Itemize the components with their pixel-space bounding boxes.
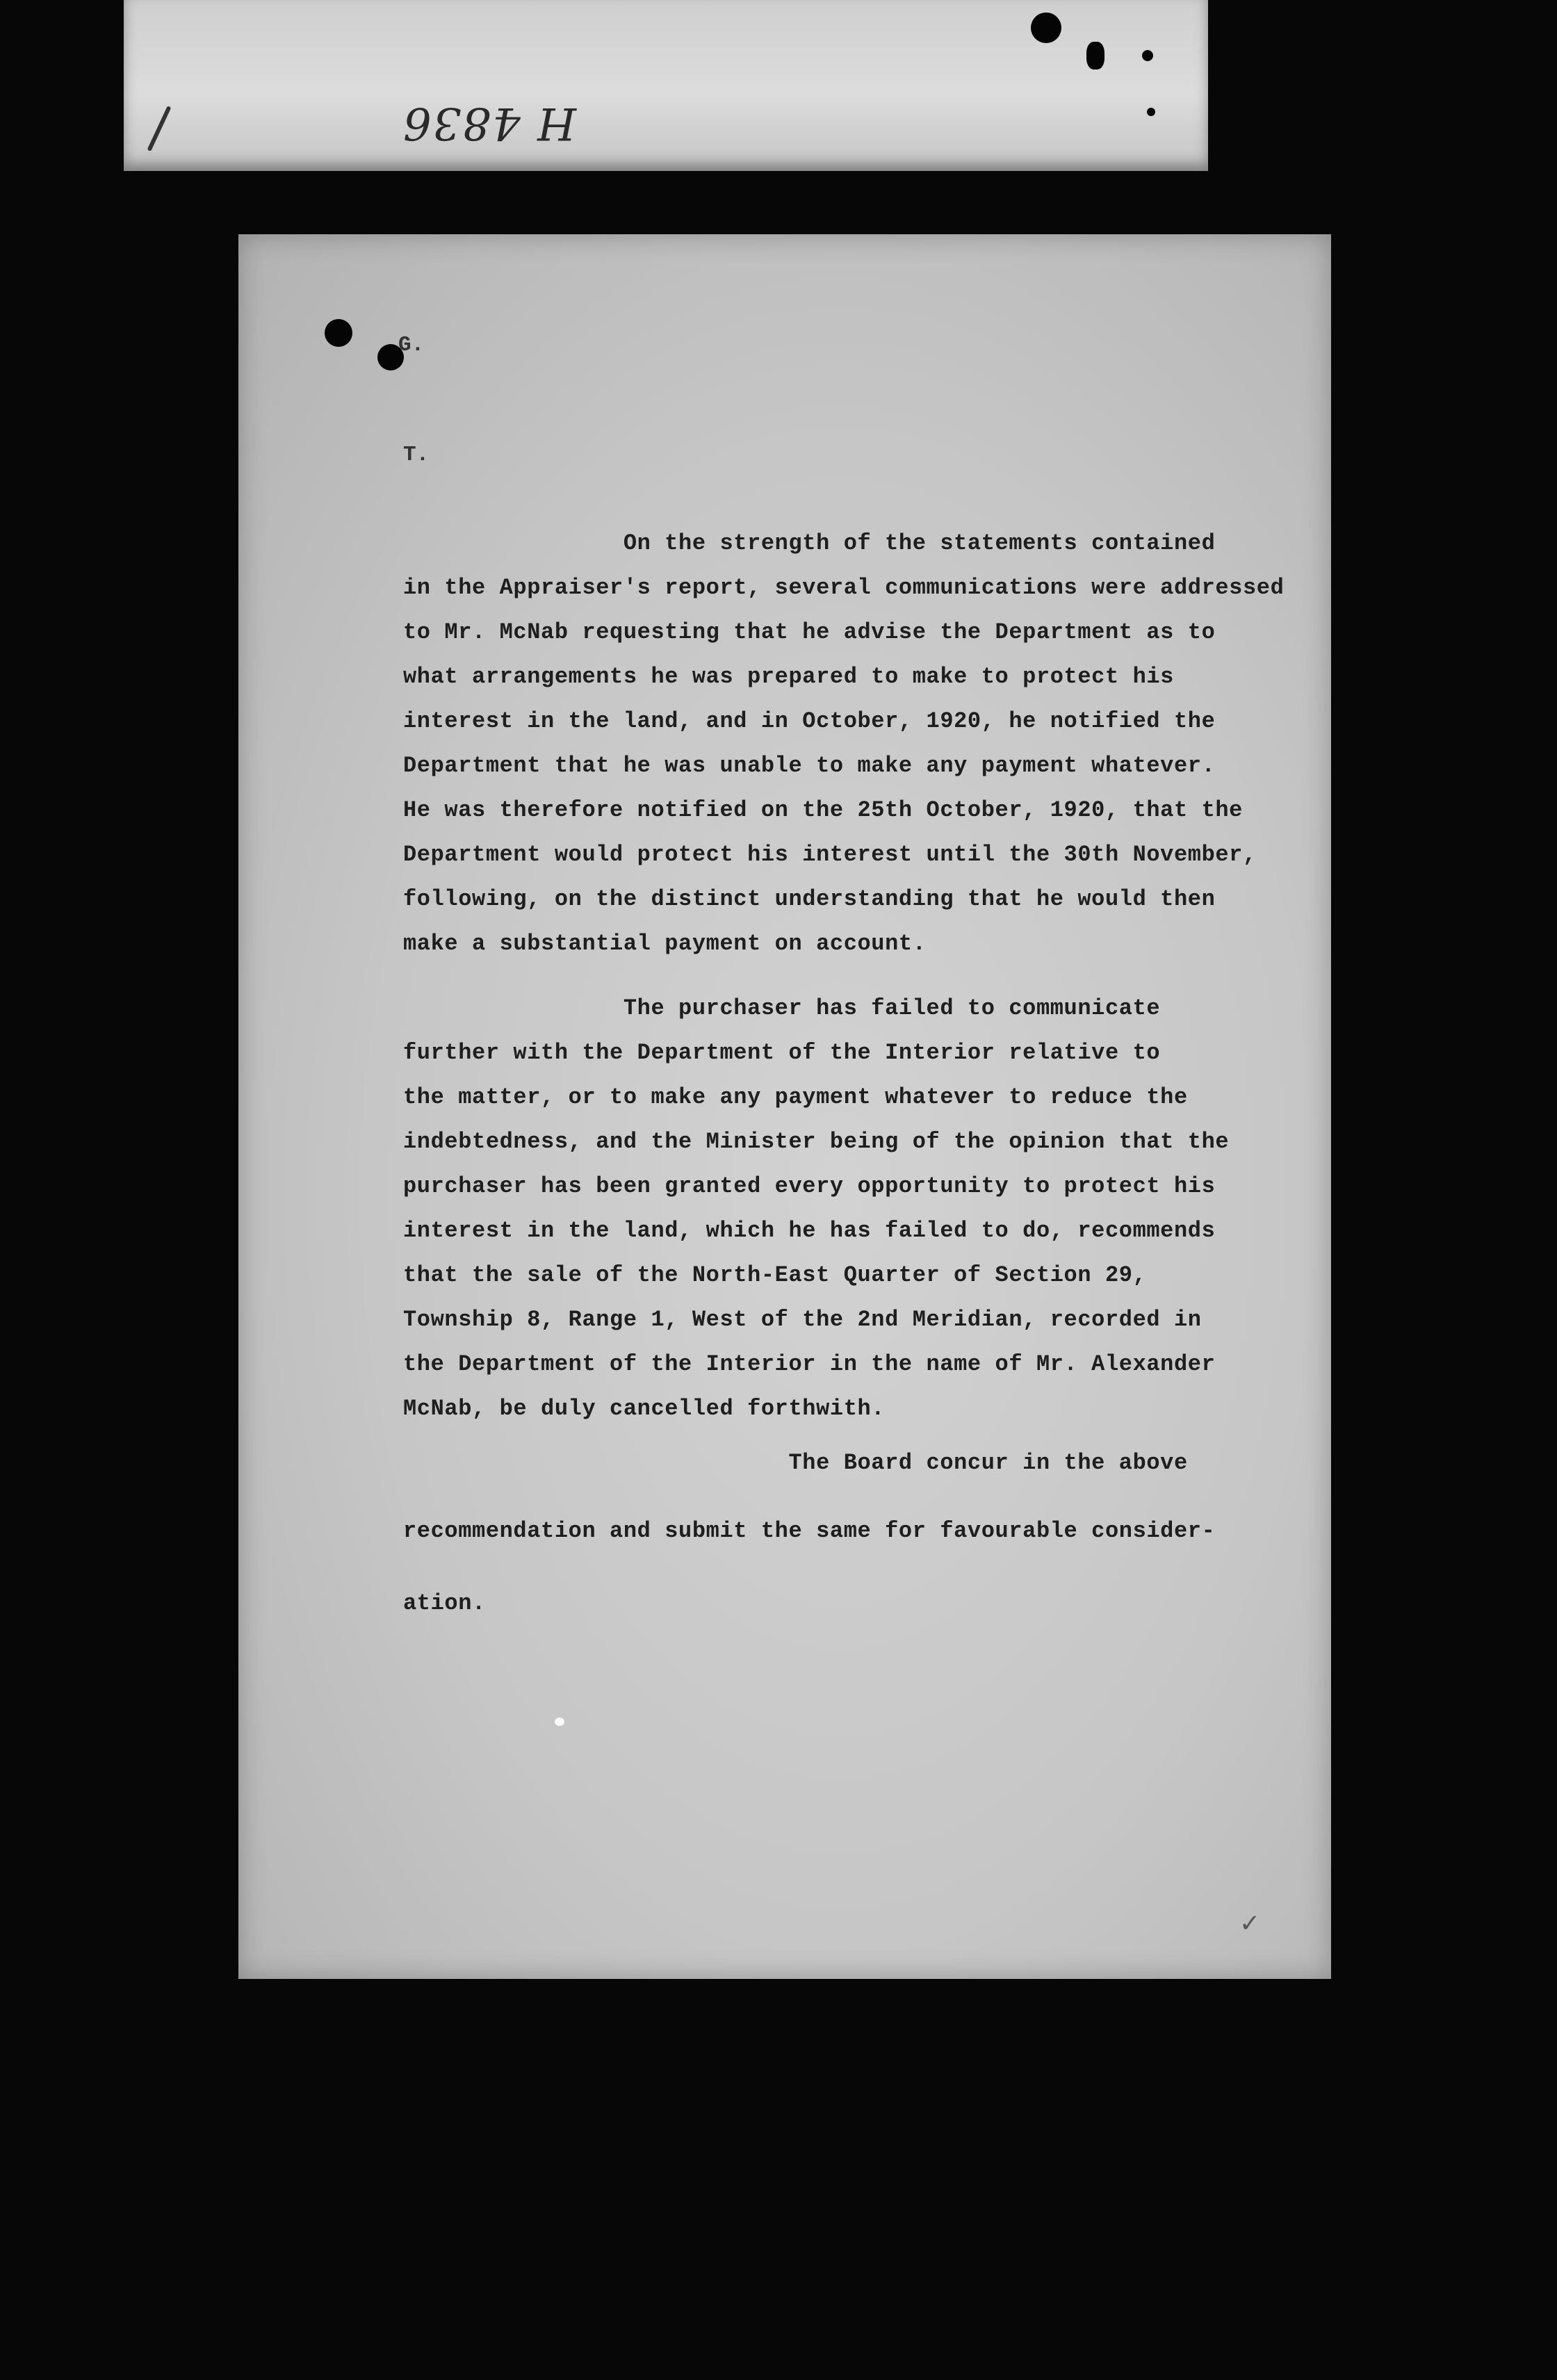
closing-line: The Board concur in the above	[403, 1450, 1188, 1476]
text-line: make a substantial payment on account.	[403, 931, 927, 956]
text-line: The purchaser has failed to communicate	[403, 995, 1161, 1021]
text-line: McNab, be duly cancelled forthwith.	[403, 1396, 886, 1421]
ink-speck	[1142, 50, 1153, 61]
closing-line: ation.	[403, 1590, 486, 1616]
text-line: interest in the land, and in October, 1920, he notified the	[403, 708, 1216, 734]
header-mark-g: G.	[398, 333, 425, 357]
text-line: the matter, or to make any payment whatever to reduce the	[403, 1084, 1188, 1110]
handwritten-file-number: H 4836	[402, 97, 577, 149]
previous-sheet-edge	[124, 0, 1208, 171]
text-line: what arrangements he was prepared to make to protect his	[403, 664, 1174, 690]
punch-hole	[1031, 13, 1061, 43]
ink-blot	[1086, 42, 1104, 70]
text-line: to Mr. McNab requesting that he advise the Department as to	[403, 619, 1216, 645]
text-line: in the Appraiser's report, several communications were addressed	[403, 575, 1285, 601]
check-mark-icon: ✓	[1239, 1909, 1261, 1938]
punch-hole	[325, 319, 352, 347]
text-line: Department would protect his interest until the 30th November,	[403, 842, 1257, 867]
document-page	[238, 234, 1331, 1979]
board-concurrence	[403, 1441, 1215, 1626]
text-line: that the sale of the North-East Quarter of Section 29,	[403, 1262, 1147, 1288]
paragraph-purchaser-failure	[403, 986, 1307, 1431]
text-line: purchaser has been granted every opportunity to protect his	[403, 1173, 1216, 1199]
text-line: Township 8, Range 1, West of the 2nd Meridian, recorded in	[403, 1307, 1202, 1332]
text-line: He was therefore notified on the 25th October, 1920, that the	[403, 797, 1243, 823]
text-line: On the strength of the statements contained	[403, 530, 1216, 556]
film-speck	[555, 1718, 564, 1726]
closing-line: recommendation and submit the same for favourable consider-	[403, 1518, 1216, 1544]
text-line: indebtedness, and the Minister being of the opinion that the	[403, 1129, 1230, 1155]
ink-speck	[1147, 108, 1155, 116]
paragraph-appraiser-report	[403, 521, 1307, 966]
pen-tick-mark	[147, 106, 171, 152]
text-line: the Department of the Interior in the name of Mr. Alexander	[403, 1351, 1216, 1377]
text-line: further with the Department of the Interior relative to	[403, 1040, 1161, 1066]
text-line: interest in the land, which he has failed to do, recommends	[403, 1218, 1216, 1244]
document-body	[403, 521, 1307, 1431]
text-line: Department that he was unable to make any payment whatever.	[403, 753, 1216, 779]
text-line: following, on the distinct understanding that he would then	[403, 886, 1216, 912]
header-mark-t: T.	[403, 443, 430, 467]
